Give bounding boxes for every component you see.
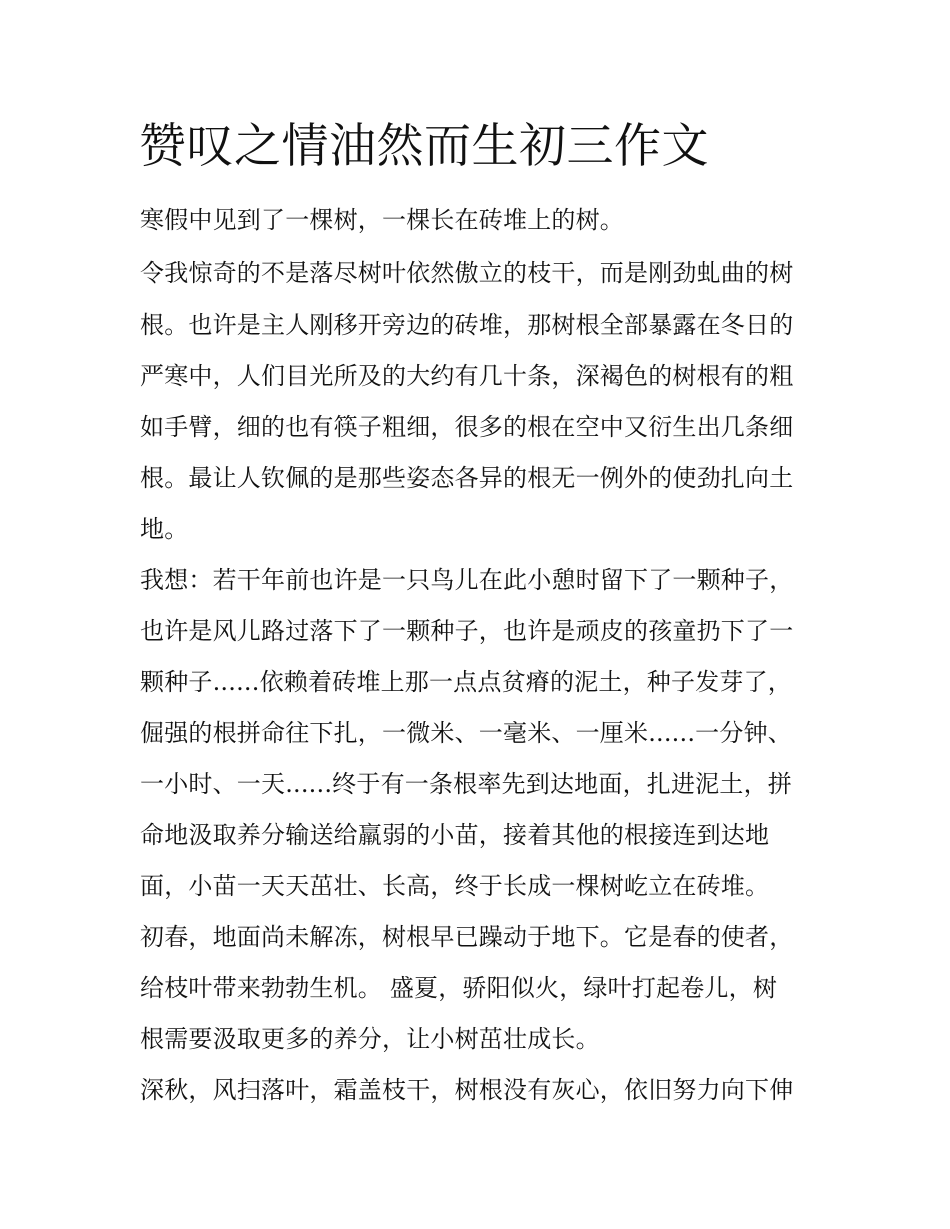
text-line: 地。 <box>140 515 189 543</box>
text-line: 颗种子......依赖着砖堆上那一点点贫瘠的泥土，种子发芽了， <box>140 668 792 696</box>
text-line: 根。最让人钦佩的是那些姿态各异的根无一例外的使劲扎向土 <box>140 464 794 492</box>
text-line: 初春，地面尚未解冻，树根早已躁动于地下。它是春的使者， <box>140 923 794 951</box>
text-line: 我想：若干年前也许是一只鸟儿在此小憩时留下了一颗种子， <box>140 566 794 594</box>
text-line: 面，小苗一天天茁壮、长高，终于长成一棵树屹立在砖堆。 <box>140 872 770 900</box>
text-line: 一小时、一天......终于有一条根率先到达地面，扎进泥土，拼 <box>140 770 792 798</box>
text-line: 也许是风儿路过落下了一颗种子，也许是顽皮的孩童扔下了一 <box>140 617 794 645</box>
text-line: 根。也许是主人刚移开旁边的砖堆，那树根全部暴露在冬日的 <box>140 311 794 339</box>
text-line: 令我惊奇的不是落尽树叶依然傲立的枝干，而是刚劲虬曲的树 <box>140 259 794 287</box>
text-line: 根需要汲取更多的养分，让小树茁壮成长。 <box>140 1025 600 1053</box>
text-line: 深秋，风扫落叶，霜盖枝干，树根没有灰心，依旧努力向下伸 <box>140 1076 794 1104</box>
text-line: 如手臂，细的也有筷子粗细，很多的根在空中又衍生出几条细 <box>140 413 794 441</box>
text-line: 严寒中，人们目光所及的大约有几十条，深褐色的树根有的粗 <box>140 362 794 390</box>
text-line: 寒假中见到了一棵树，一棵长在砖堆上的树。 <box>140 206 624 234</box>
text-line: 命地汲取养分输送给羸弱的小苗，接着其他的根接连到达地 <box>140 821 770 849</box>
text-line: 给枝叶带来勃勃生机。 盛夏，骄阳似火，绿叶打起卷儿，树 <box>140 974 778 1002</box>
text-line: 倔强的根拼命往下扎，一微米、一毫米、一厘米......一分钟、 <box>140 719 792 747</box>
page-title: 赞叹之情油然而生初三作文 <box>139 119 709 174</box>
